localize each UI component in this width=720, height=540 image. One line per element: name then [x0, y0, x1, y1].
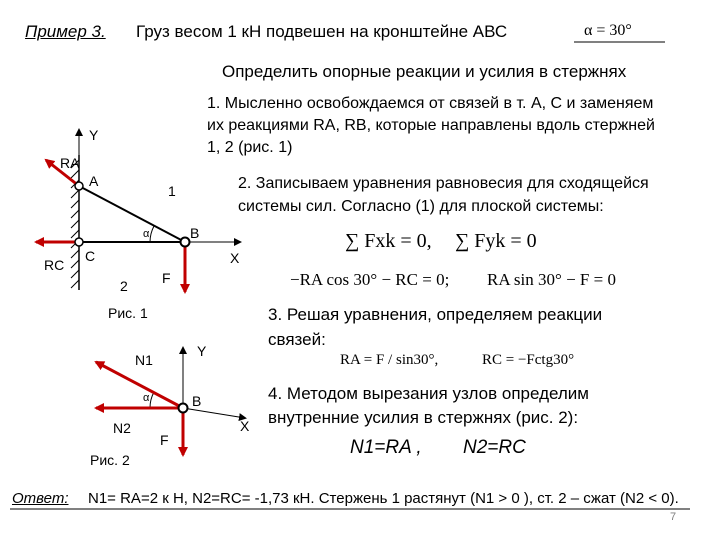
- alpha-arc-fig1: [150, 226, 154, 242]
- fig2-caption: Рис. 2: [90, 452, 130, 468]
- fig1-ra-label: RA: [60, 155, 80, 171]
- angle-formula: α = 30°: [584, 22, 632, 39]
- joint-c: [75, 238, 83, 246]
- sum-y-equation: ∑ Fyk = 0: [455, 230, 537, 252]
- answer-label: Ответ:: [12, 490, 69, 507]
- fig1-b-label: B: [190, 225, 200, 241]
- joint-b: [181, 238, 190, 247]
- page-number: 7: [670, 511, 677, 523]
- step1-line2: их реакциями RA, RB, которые направлены вдоль стержней: [207, 117, 655, 134]
- fig1-c-label: C: [85, 248, 96, 264]
- step4-line1: 4. Методом вырезания узлов определим: [268, 384, 589, 403]
- fig1-caption: Рис. 1: [108, 305, 148, 321]
- step4-line2: внутренние усилия в стержнях (рис. 2):: [268, 408, 579, 427]
- fig2-y-label: Y: [197, 343, 207, 359]
- fig1-alpha-label: α: [143, 228, 150, 240]
- step3-line2: связей:: [268, 330, 326, 349]
- solution-rc: RC = −Fctg30°: [482, 352, 575, 368]
- fig1-f-label: F: [162, 270, 171, 286]
- fig1-a-label: A: [89, 173, 99, 189]
- step1-line3: 1, 2 (рис. 1): [207, 139, 293, 156]
- fig1-rc-label: RC: [44, 257, 65, 273]
- step2-line1: 2. Записываем уравнения равновесия для сходящейся: [238, 175, 649, 192]
- wall-support: [71, 155, 79, 290]
- fig2-x-label: X: [240, 418, 250, 434]
- answer-text: N1= RA=2 к Н, N2=RC= -1,73 кН. Стержень 1 растянут (N1 > 0 ), ст. 2 – сжат (N2 < 0).: [88, 490, 679, 507]
- task-subtitle: Определить опорные реакции и усилия в стержнях: [222, 62, 627, 81]
- fig2-n1-label: N1: [135, 352, 153, 368]
- equation-y: RA sin 30° − F = 0: [487, 270, 616, 289]
- fig2-alpha-label: α: [143, 392, 150, 404]
- n1-arrow: [96, 362, 183, 408]
- x-axis-fig2: [183, 408, 245, 418]
- result-n1: N1=RA ,: [350, 437, 422, 458]
- result-n2: N2=RC: [463, 437, 526, 458]
- step3-line1: 3. Решая уравнения, определяем реакции: [268, 305, 603, 324]
- alpha-arc-fig2: [150, 392, 154, 408]
- fig2-f-label: F: [160, 432, 169, 448]
- step2-line2: системы сил. Согласно (1) для плоской системы:: [238, 198, 604, 215]
- fig2-n2-label: N2: [113, 420, 131, 436]
- fig1-rod1-label: 1: [168, 183, 176, 199]
- solution-ra: RA = F / sin30°,: [340, 352, 439, 368]
- sum-x-equation: ∑ Fxk = 0,: [345, 230, 432, 252]
- joint-b-fig2: [179, 404, 188, 413]
- problem-title: Груз весом 1 кН подвешен на кронштейне АВС: [136, 22, 508, 41]
- joint-a: [75, 182, 83, 190]
- example-label: Пример 3.: [25, 22, 106, 41]
- step1-line1: 1. Мысленно освобождаемся от связей в т. А, С и заменяем: [207, 95, 654, 112]
- fig2-b-label: B: [192, 393, 202, 409]
- fig1-rod2-label: 2: [120, 278, 128, 294]
- fig1-y-label: Y: [89, 127, 99, 143]
- equation-x: −RA cos 30° − RC = 0;: [290, 270, 450, 289]
- fig1-x-label: X: [230, 250, 240, 266]
